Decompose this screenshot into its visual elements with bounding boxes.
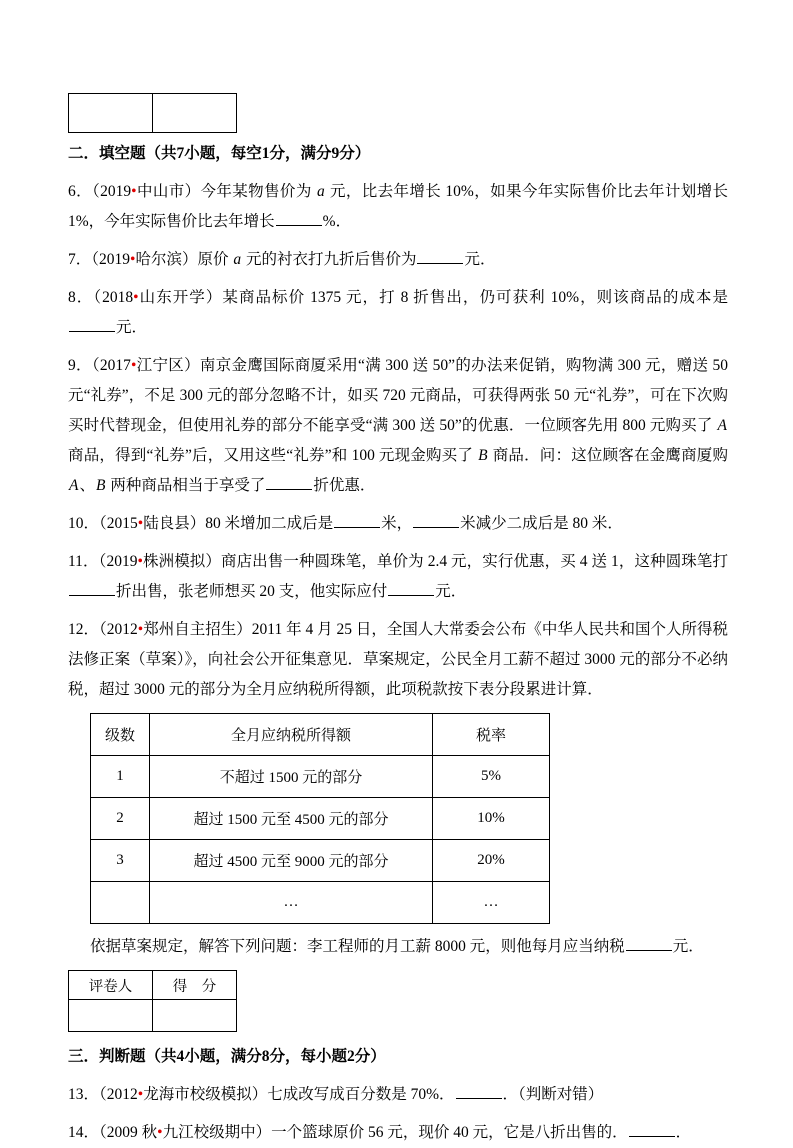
text-segment: 商品，得到“礼券”后，又用这些“礼券”和 100 元现金购买了: [68, 447, 478, 464]
tax-table-cell: 3: [91, 840, 150, 882]
text-segment: 元，比去年增长 10%，如果今年实际售价比去年计划增长 1%，今年实际售价比去年增长: [68, 183, 728, 230]
text-segment: 14．（2009 秋: [68, 1124, 158, 1141]
tax-table-cell: 不超过 1500 元的部分: [150, 756, 433, 798]
text-segment: 中山市）今年某物售价为: [136, 183, 316, 200]
tax-table-cell: …: [150, 882, 433, 924]
grader-cell: [69, 1000, 153, 1032]
text-segment: 6．（2019: [68, 183, 132, 200]
answer-blank: [334, 525, 380, 528]
text-segment: 米减少二成后是 80 米．: [460, 515, 623, 532]
empty-score-cell: [69, 94, 153, 133]
question-7: [68, 245, 728, 275]
tax-table-cell: 20%: [433, 840, 550, 882]
math-variable: B: [478, 447, 488, 464]
table-row: [91, 882, 550, 924]
citation-bullet: •: [131, 183, 137, 200]
text-segment: 元的衬衣打九折后售价为: [242, 251, 417, 268]
question-10: [68, 509, 728, 539]
answer-blank: [629, 1134, 675, 1137]
text-segment: 米，: [381, 515, 413, 532]
citation-bullet: •: [133, 289, 139, 306]
question-12-followup: [68, 932, 728, 962]
text-segment: 元．: [464, 251, 496, 268]
table-header-row: [91, 714, 550, 756]
answer-blank: [413, 525, 459, 528]
tax-table-cell: …: [433, 882, 550, 924]
table-header-row: [69, 971, 237, 1000]
question-12-intro: [68, 615, 728, 705]
text-segment: 折出售，张老师想买 20 支，他实际应付: [116, 583, 388, 600]
table-row: [91, 798, 550, 840]
text-segment: 两种商品相当于享受了: [106, 477, 266, 494]
math-variable: B: [95, 477, 106, 494]
text-segment: 8．（2018: [68, 289, 134, 306]
text-segment: ．（判断对错）: [502, 1086, 604, 1103]
empty-score-cell: [153, 94, 237, 133]
text-segment: 九江校级期中）一个篮球原价 56 元，现价 40 元，它是八折出售的．: [162, 1124, 628, 1141]
score-cell: [153, 1000, 237, 1032]
table-row: [91, 840, 550, 882]
text-segment: 7．（2019: [68, 251, 131, 268]
text-segment: 11．（2019: [68, 553, 138, 570]
answer-blank: [388, 593, 434, 596]
answer-blank: [266, 487, 312, 490]
text-segment: 折优惠．: [313, 477, 376, 494]
section-heading-fill-blanks: 二．填空题（共7小题，每空1分，满分9分）: [68, 145, 371, 162]
math-variable: a: [233, 251, 242, 268]
table-row: [69, 94, 237, 133]
text-segment: 江宁区）南京金鹰国际商厦采用“满 300 送 50”的办法来促销，购物满 300 元，赠送 50 元“礼券”，不足 300 元的部分忽略不计，如买 720 元商品，可获得两张 50 元“礼券”，可在下次购买时代替现金，但使用礼券的部分不能享受“满 300 送 50”的优惠．一位顾客先用 800 元购买了: [68, 357, 728, 434]
tax-table-cell: [91, 882, 150, 924]
text-segment: 株洲模拟）商店出售一种圆珠笔，单价为 2.4 元，实行优惠，买 4 送 1，这种圆珠笔打: [142, 553, 728, 570]
tax-table-cell: 1: [91, 756, 150, 798]
grader-score-table: [68, 970, 237, 1032]
text-segment: 9．（2017: [68, 357, 131, 374]
empty-score-table: [68, 93, 237, 133]
answer-blank: [456, 1096, 502, 1099]
text-segment: 郑州自主招生）2011 年 4 月 25 日，全国人大常委会公布《中华人民共和国个人所得税法修正案（草案）》，向社会公开征集意见．草案规定，公民全月工薪不超过 3000 元的部分不必纳税，超过 3000 元的部分为全月应纳税所得额，此项税款按下表分段累进计算．: [68, 621, 728, 698]
citation-bullet: •: [130, 251, 136, 268]
answer-blank: [417, 261, 463, 264]
text-segment: ．: [675, 1124, 692, 1141]
question-8: [68, 283, 728, 343]
answer-blank: [626, 948, 672, 951]
question-14: [68, 1118, 728, 1148]
text-segment: 元．: [435, 583, 467, 600]
table-row: [91, 756, 550, 798]
text-segment: 商品．问：这位顾客在金鹰商厦购: [488, 447, 728, 464]
math-variable: a: [316, 183, 325, 200]
text-segment: 哈尔滨）原价: [135, 251, 233, 268]
citation-bullet: •: [157, 1124, 163, 1141]
text-segment: 龙海市校级模拟）七成改写成百分数是 70%．: [143, 1086, 455, 1103]
text-segment: 山东开学）某商品标价 1375 元，打 8 折售出，仍可获利 10%，则该商品的成本是: [138, 289, 728, 306]
section-heading-judgment: 三．判断题（共4小题，满分8分，每小题2分）: [68, 1048, 386, 1065]
text-segment: 元．: [116, 319, 148, 336]
text-segment: 13．（2012: [68, 1086, 138, 1103]
text-segment: %．: [322, 213, 352, 230]
text-segment: 、: [79, 477, 95, 494]
citation-bullet: •: [130, 357, 137, 374]
math-variable: A: [717, 417, 727, 434]
citation-bullet: •: [137, 553, 143, 570]
tax-table-cell: 10%: [433, 798, 550, 840]
text-segment: 陆良县）80 米增加二成后是: [143, 515, 334, 532]
tax-table-cell: 超过 4500 元至 9000 元的部分: [150, 840, 433, 882]
text-segment: 依据草案规定，解答下列问题：李工程师的月工薪 8000 元，则他每月应当纳税: [90, 938, 625, 955]
tax-table-cell: 5%: [433, 756, 550, 798]
table-row: [69, 1000, 237, 1032]
question-9: [68, 351, 728, 501]
answer-blank: [276, 223, 322, 226]
text-segment: 10．（2015: [68, 515, 138, 532]
tax-table-header: 级数: [91, 714, 150, 756]
math-variable: A: [69, 477, 79, 494]
score-label: 得 分: [153, 971, 237, 1000]
answer-blank: [69, 329, 115, 332]
tax-table-header: 全月应纳税所得额: [150, 714, 433, 756]
question-11: [68, 547, 728, 607]
citation-bullet: •: [137, 515, 144, 532]
citation-bullet: •: [137, 621, 144, 638]
grader-label: 评卷人: [69, 971, 153, 1000]
citation-bullet: •: [137, 1086, 144, 1103]
tax-table-header: 税率: [433, 714, 550, 756]
tax-table-cell: 超过 1500 元至 4500 元的部分: [150, 798, 433, 840]
tax-table-cell: 2: [91, 798, 150, 840]
question-6: [68, 177, 728, 237]
tax-table: [90, 713, 550, 924]
text-segment: 12．（2012: [68, 621, 138, 638]
question-13: [68, 1080, 728, 1110]
text-segment: 元．: [672, 938, 704, 955]
answer-blank: [69, 593, 115, 596]
